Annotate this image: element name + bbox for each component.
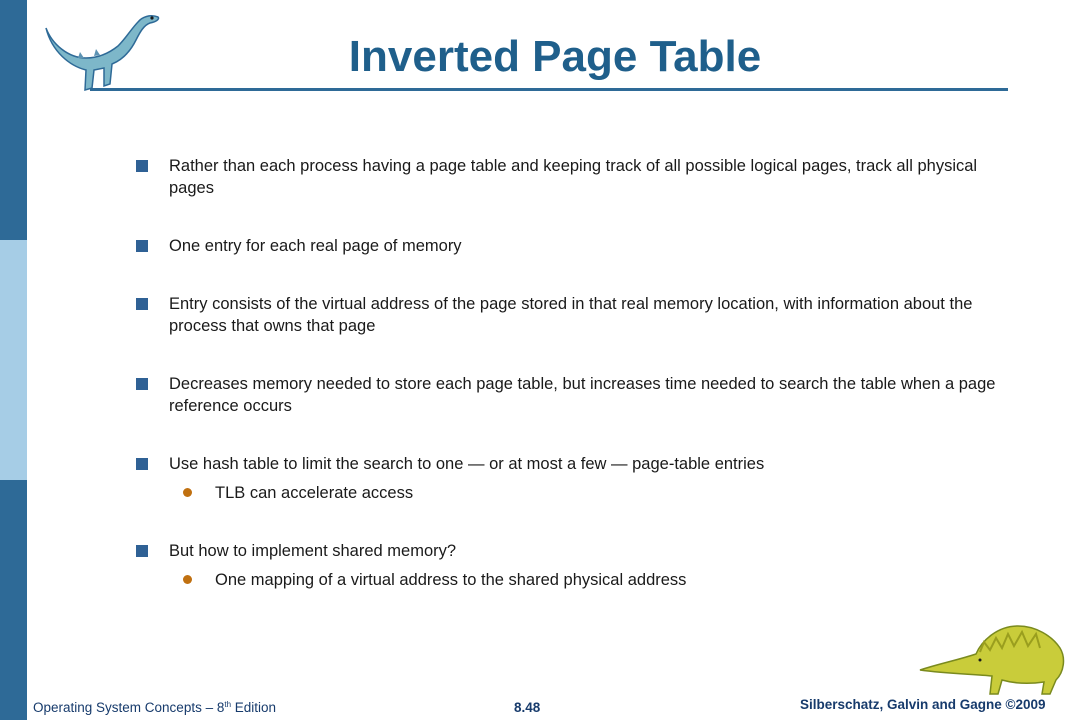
bullet-text: Rather than each process having a page table and keeping track of all possible logical pages, track all physical pages [169,157,978,197]
bullet-text: Use hash table to limit the search to one — or at most a few — page-table entries [169,455,765,473]
bullet-icon [136,240,148,252]
footer-copyright: Silberschatz, Galvin and Gagne ©2009 [800,697,1046,712]
dinosaur-logo-bottom [918,618,1068,700]
sub-bullet-icon [183,575,192,584]
title-divider [90,88,1008,91]
bullet-icon [136,378,148,390]
sidebar-segment-bottom [0,480,27,720]
bullet-text: One entry for each real page of memory [169,237,462,255]
bullet-text: But how to implement shared memory? [169,542,457,560]
sub-bullet-text: One mapping of a virtual address to the shared physical address [215,571,687,589]
bullet-icon [136,458,148,470]
bullet-icon [136,160,148,172]
footer-course-title: Operating System Concepts – 8th Edition [33,700,277,715]
page-title: Inverted Page Table [348,32,762,81]
bullet-icon [136,545,148,557]
sidebar-segment-top [0,0,27,240]
sub-bullet-icon [183,488,192,497]
bullet-icon [136,298,148,310]
left-sidebar [0,0,27,720]
bullet-text: Decreases memory needed to store each page table, but increases time needed to search the table when a page reference occurs [169,375,996,415]
sub-bullet-text: TLB can accelerate access [215,484,414,502]
dinosaur-logo-top [38,6,168,96]
bullet-text: Entry consists of the virtual address of the page stored in that real memory location, with information about the process that owns that page [169,295,973,335]
sidebar-segment-middle [0,240,27,480]
footer-page-number: 8.48 [514,700,541,715]
